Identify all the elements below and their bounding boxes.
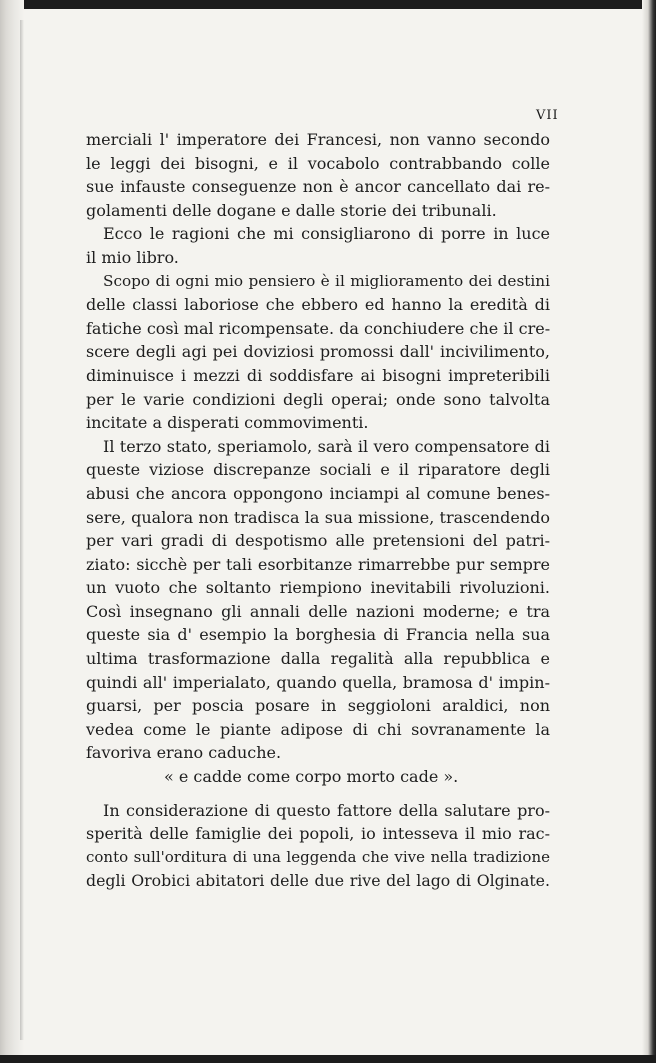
text-line: golamenti delle dogane e dalle storie dei tribunali.	[86, 200, 497, 220]
quotation-line: « e cadde come corpo morto cade ».	[164, 767, 459, 787]
text-line: per le varie condizioni degli operai; onde sono talvolta	[86, 389, 550, 409]
text-line: diminuisce i mezzi di soddisfare ai bisogni impreteribili	[86, 365, 550, 385]
text-line: incitate a disperati commovimenti.	[86, 413, 369, 433]
text-line: conto sull'orditura di una leggenda che vive nella tradizione	[86, 847, 550, 866]
text-line: favoriva erano caduche.	[86, 743, 282, 763]
paragraph-gap	[86, 789, 550, 799]
text-line: sue infauste conseguenze non è ancor cancellato dai re-	[86, 177, 550, 197]
text-line: quindi all' imperialato, quando quella, bramosa d' impin-	[86, 672, 550, 692]
body-text	[86, 128, 550, 893]
page-number: VII	[536, 108, 559, 123]
text-line: delle classi laboriose che ebbero ed hanno la eredità di	[86, 295, 550, 315]
scan-bottom-border	[0, 1055, 656, 1063]
paragraph-start-line: Il terzo stato, speriamolo, sarà il vero compensatore di	[103, 436, 550, 456]
text-line: per vari gradi di despotismo alle pretensioni del patri-	[86, 531, 550, 551]
text-line: le leggi dei bisogni, e il vocabolo contrabbando colle	[86, 153, 550, 173]
paragraph-start-line: In considerazione di questo fattore della salutare pro-	[103, 800, 550, 820]
text-line: ziato: sicchè per tali esorbitanze rimarrebbe pur sempre	[86, 554, 550, 574]
text-line: sperità delle famiglie dei popoli, io intesseva il mio rac-	[86, 824, 550, 844]
scan-right-edge	[642, 0, 656, 1063]
paragraph-start-line: Scopo di ogni mio pensiero è il miglioramento dei destini	[103, 271, 550, 290]
text-line: vedea come le piante adipose di chi sovranamente la	[86, 719, 550, 739]
text-line: il mio libro.	[86, 247, 179, 267]
gutter-shadow	[20, 20, 24, 1040]
text-line: fatiche così mal ricompensate. da conchiudere che il cre-	[86, 318, 551, 338]
text-line: queste sia d' esempio la borghesia di Francia nella sua	[86, 625, 550, 645]
text-line: Così insegnano gli annali delle nazioni moderne; e tra	[86, 601, 550, 621]
paragraph-start-line: Ecco le ragioni che mi consigliarono di porre in luce	[103, 224, 550, 244]
text-line: sere, qualora non tradisca la sua missione, trascendendo	[86, 507, 550, 527]
text-line: un vuoto che soltanto riempiono inevitabili rivoluzioni.	[86, 578, 550, 598]
text-line: guarsi, per poscia posare in seggioloni araldici, non	[86, 696, 550, 716]
scan-top-border	[0, 0, 656, 9]
text-line: abusi che ancora oppongono inciampi al comune benes-	[86, 483, 550, 503]
text-line: degli Orobici abitatori delle due rive del lago di Olginate.	[86, 871, 550, 891]
text-line: ultima trasformazione dalla regalità alla repubblica e	[86, 649, 550, 669]
text-line: scere degli agi pei doviziosi promossi dall' incivilimento,	[86, 342, 550, 362]
text-line: merciali l' imperatore dei Francesi, non vanno secondo	[86, 130, 550, 149]
text-line: queste viziose discrepanze sociali e il riparatore degli	[86, 460, 550, 480]
